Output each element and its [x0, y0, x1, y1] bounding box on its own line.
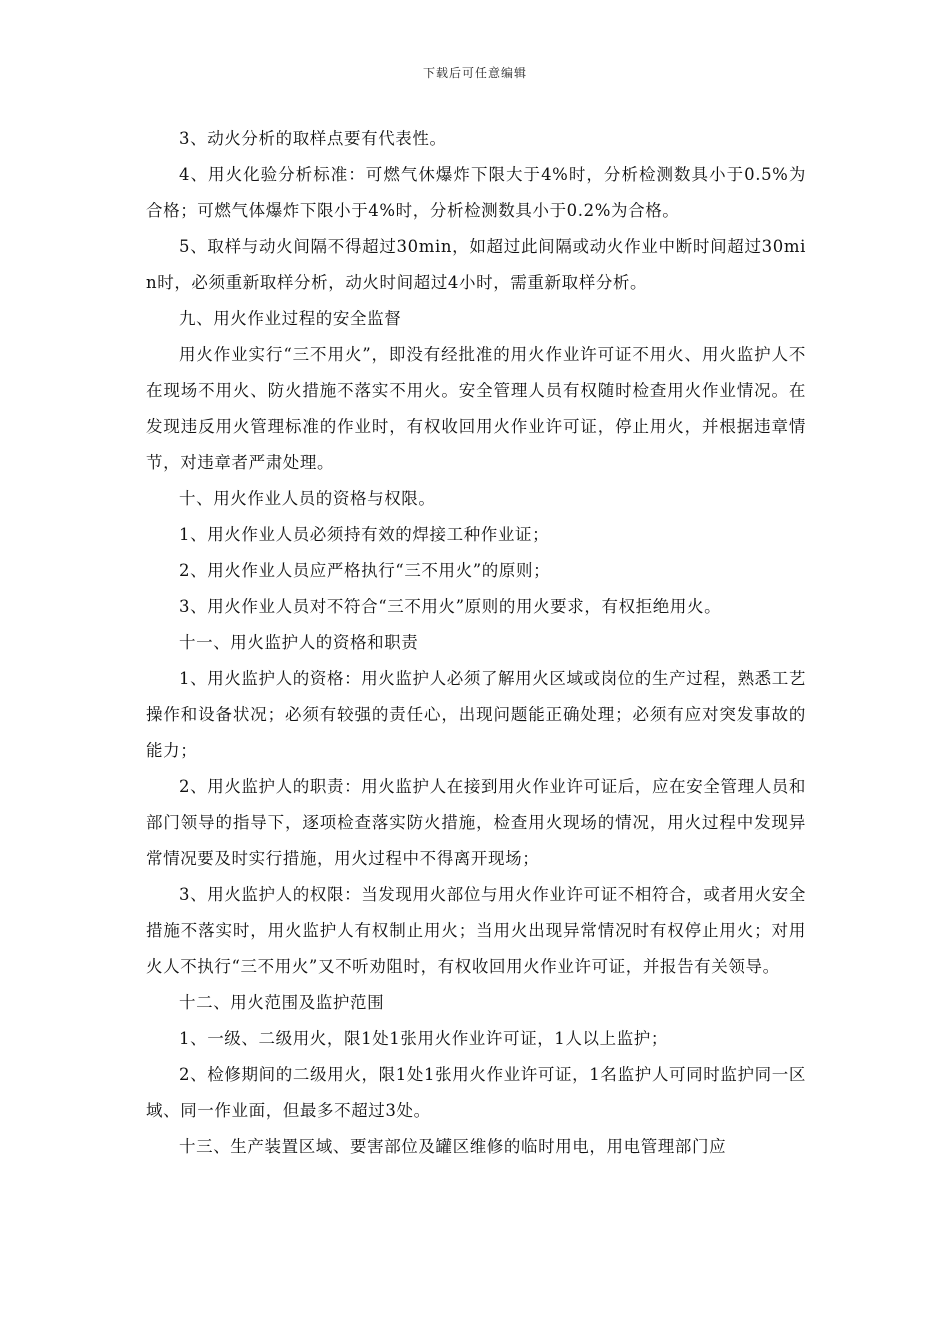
paragraph-guardian-duty: 2、用火监护人的职责：用火监护人在接到用火作业许可证后，应在安全管理人员和部门领导的指导下，逐项检查落实防火措施，检查用火现场的情况，用火过程中发现异常情况要及时实行措施，用火过程中不得离开现场； [146, 777, 806, 868]
paragraph-sampling-point: 3、动火分析的取样点要有代表性。 [179, 129, 447, 148]
paragraph-analysis-standard: 4、用火化验分析标准：可燃气休爆炸下限大于4%时，分析检测数具小于0.5%为合格；可燃气体爆炸下限小于4%时，分析检测数具小于0.2%为合格。 [146, 165, 806, 220]
paragraph-guardian-qualification: 1、用火监护人的资格：用火监护人必须了解用火区域或岗位的生产过程，熟悉工艺操作和设备状况；必须有较强的责任心，出现问题能正确处理；必须有应对突发事故的能力； [146, 669, 806, 760]
section-heading-13: 十三、生产装置区域、要害部位及罐区维修的临时用电，用电管理部门应 [179, 1137, 727, 1156]
section-heading-9: 九、用火作业过程的安全监督 [179, 309, 402, 328]
page-header: 下载后可任意编辑 [422, 66, 527, 80]
section-heading-12: 十二、用火范围及监护范围 [179, 993, 385, 1012]
paragraph-scope-level: 1、一级、二级用火，限1处1张用火作业许可证，1人以上监护； [179, 1029, 668, 1048]
paragraph-guardian-authority: 3、用火监护人的权限：当发现用火部位与用火作业许可证不相符合，或者用火安全措施不落实时，用火监护人有权制止用火；当用火出现异常情况时有权停止用火；对用火人不执行“三不用火”又不听劝阻时，有权收回用火作业许可证，并报告有关领导。 [146, 885, 806, 976]
section-heading-11: 十一、用火监护人的资格和职责 [179, 633, 419, 652]
paragraph-operator-cert: 1、用火作业人员必须持有效的焊接工种作业证； [179, 525, 550, 544]
paragraph-operator-principle: 2、用火作业人员应严格执行“三不用火”的原则； [179, 561, 551, 580]
paragraph-three-no-fire: 用火作业实行“三不用火”，即没有经批准的用火作业许可证不用火、用火监护人不在现场不用火、防火措施不落实不用火。安全管理人员有权随时检查用火作业情况。在发现违反用火管理标准的作业时，有权收回用火作业许可证，停止用火，并根据违章情节，对违章者严肃处理。 [146, 345, 806, 472]
section-heading-10: 十、用火作业人员的资格与权限。 [179, 489, 436, 508]
paragraph-scope-maintenance: 2、检修期间的二级用火，限1处1张用火作业许可证，1名监护人可同时监护同一区域、同一作业面，但最多不超过3处。 [146, 1065, 806, 1120]
paragraph-operator-refuse: 3、用火作业人员对不符合“三不用火”原则的用火要求，有权拒绝用火。 [179, 597, 722, 616]
document-body [146, 121, 806, 1165]
paragraph-sampling-interval: 5、取样与动火间隔不得超过30min，如超过此间隔或动火作业中断时间超过30min时，必须重新取样分析，动火时间超过4小时，需重新取样分析。 [146, 237, 806, 292]
